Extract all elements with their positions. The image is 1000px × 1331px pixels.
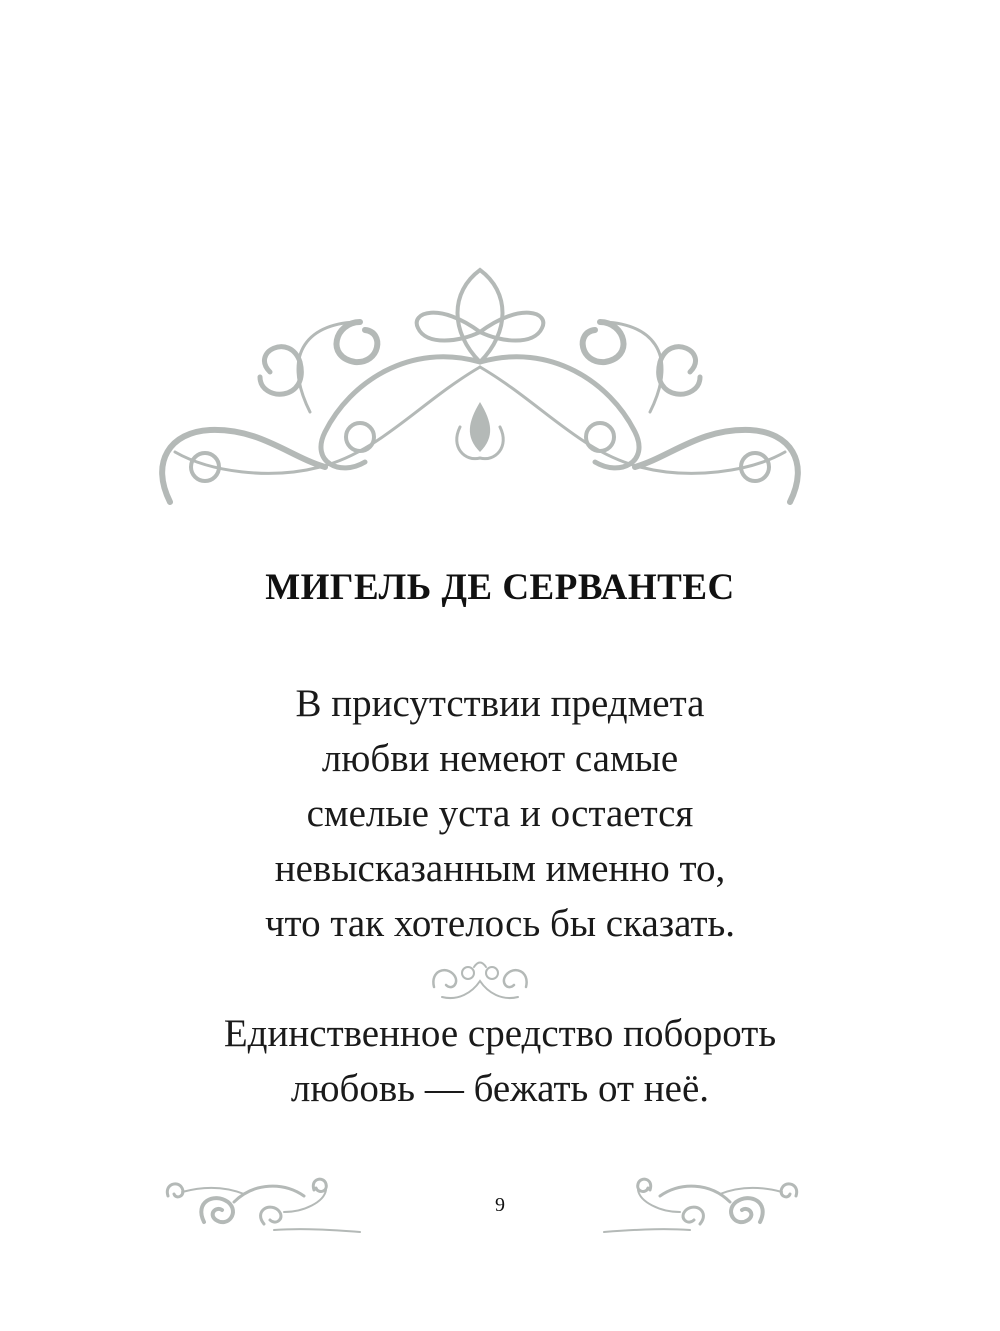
quote-line: любовь — бежать от неё. <box>290 1067 710 1110</box>
quote-line: смелые уста и остается <box>306 792 694 835</box>
author-heading: МИГЕЛЬ ДЕ СЕРВАНТЕС <box>265 567 735 608</box>
page-number: 9 <box>495 1194 505 1216</box>
quote-line: любви немеют самые <box>321 737 679 780</box>
quote-paragraph <box>0 676 1000 951</box>
footer-right-scroll-icon <box>600 1172 800 1234</box>
quote-line: что так хотелось бы сказать. <box>264 902 736 945</box>
top-flourish-icon <box>150 262 810 512</box>
quote-paragraph <box>0 1006 1000 1116</box>
quote-line: В присутствии предмета <box>295 682 705 725</box>
quote-line: Единственное средство побороть <box>223 1012 777 1055</box>
divider-scroll-icon <box>428 957 532 1005</box>
quote-line: невысказанным именно то, <box>274 847 726 890</box>
